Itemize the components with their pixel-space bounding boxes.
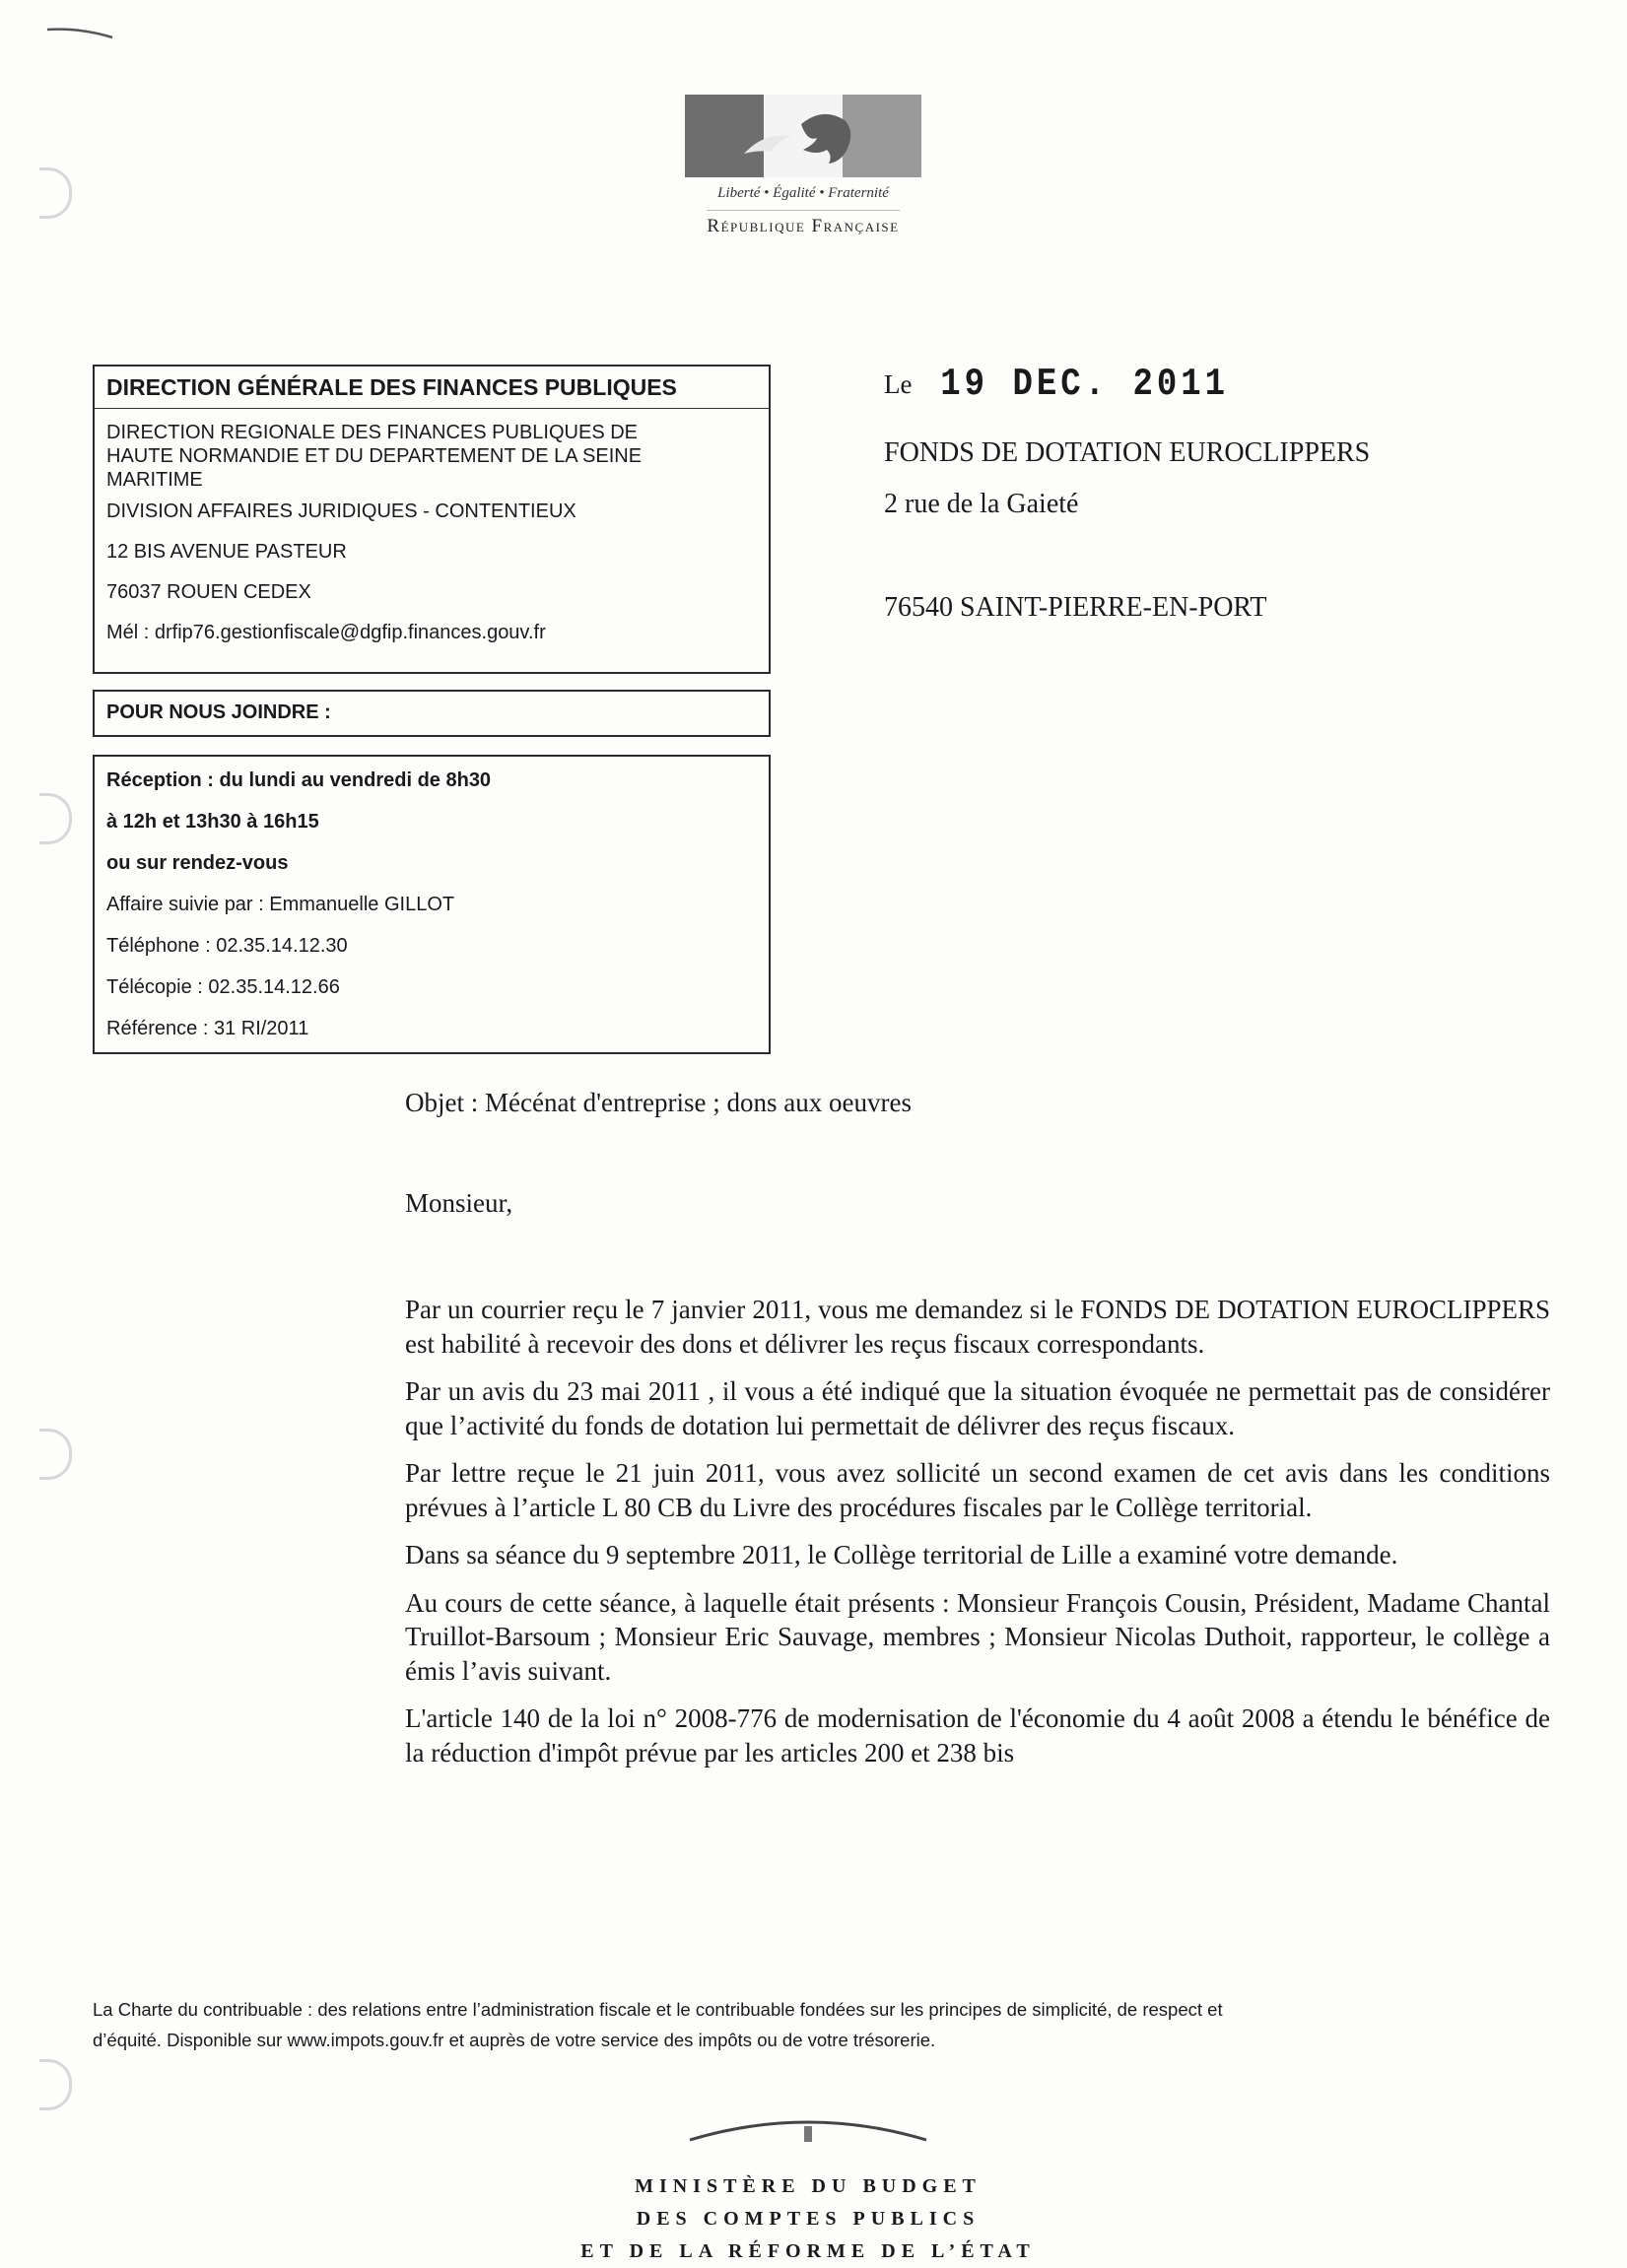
ministry-arc-emblem	[680, 2108, 936, 2148]
ministry-name-line-1: MINISTÈRE DU BUDGET	[635, 2175, 982, 2197]
date-stamp: 19 DEC. 2011	[940, 364, 1230, 407]
ministry-name-line-3: ET DE LA RÉFORME DE L’ÉTAT	[580, 2240, 1036, 2262]
letter-date	[884, 364, 1230, 407]
date-prefix: Le	[884, 369, 913, 399]
contact-heading-box	[93, 690, 771, 737]
reception-hours-line-1: Réception : du lundi au vendredi de 8h30	[106, 769, 492, 791]
sender-box-divider	[95, 408, 769, 409]
letter-subject: Objet : Mécénat d'entreprise ; dons aux oeuvres	[405, 1088, 912, 1117]
punch-hole-top	[39, 167, 72, 219]
charter-line-1: La Charte du contribuable : des relations entre l’administration fiscale et le contribuable fondées sur les principes de simplicité, de respect et	[93, 1999, 1223, 2020]
punch-hole-bottom	[39, 2059, 72, 2110]
letter-body	[405, 1293, 1550, 1783]
sender-region-line-3: MARITIME	[106, 469, 203, 491]
body-paragraph: Dans sa séance du 9 septembre 2011, le Collège territorial de Lille a examiné votre demande.	[405, 1540, 1398, 1569]
contact-details-box	[93, 755, 771, 1054]
taxpayer-charter-note	[93, 1994, 1571, 2055]
sender-region-line-1: DIRECTION REGIONALE DES FINANCES PUBLIQUES DE	[106, 422, 638, 443]
fax-number: Télécopie : 02.35.14.12.66	[106, 976, 340, 998]
ministry-name-line-2: DES COMPTES PUBLICS	[636, 2208, 981, 2230]
body-paragraph: L'article 140 de la loi n° 2008-776 de modernisation de l'économie du 4 août 2008 a étendu le bénéfice de la réduction d'impôt prévue par les articles 200 et 238 bis	[405, 1703, 1550, 1768]
marianne-flag	[685, 95, 921, 177]
reference-number: Référence : 31 RI/2011	[106, 1018, 309, 1039]
body-paragraph: Par un courrier reçu le 7 janvier 2011, vous me demandez si le FONDS DE DOTATION EUROCLIPPERS est habilité à recevoir des dons et délivrer les reçus fiscaux correspondants.	[405, 1295, 1550, 1359]
sender-division: DIVISION AFFAIRES JURIDIQUES - CONTENTIEUX	[106, 500, 576, 522]
republic-motto: Liberté • Égalité • Fraternité	[717, 185, 889, 201]
sender-address-box	[93, 365, 771, 674]
contact-heading: POUR NOUS JOINDRE :	[106, 701, 331, 723]
case-handler: Affaire suivie par : Emmanuelle GILLOT	[106, 894, 455, 915]
recipient-name: FONDS DE DOTATION EUROCLIPPERS	[884, 437, 1371, 468]
body-paragraph: Par un avis du 23 mai 2011 , il vous a été indiqué que la situation évoquée ne permettait pas de considérer que l’activité du fonds de dotation lui permettait de délivrer des reçus fiscaux.	[405, 1376, 1550, 1440]
marianne-logo	[680, 95, 926, 237]
reception-hours-line-2: à 12h et 13h30 à 16h15	[106, 811, 319, 833]
charter-line-2: d’équité. Disponible sur www.impots.gouv.fr et auprès de votre service des impôts ou de votre trésorerie.	[93, 2030, 936, 2050]
recipient-street: 2 rue de la Gaieté	[884, 489, 1079, 519]
sender-title: DIRECTION GÉNÉRALE DES FINANCES PUBLIQUES	[106, 374, 677, 400]
letter-salutation: Monsieur,	[405, 1188, 513, 1218]
phone-number: Téléphone : 02.35.14.12.30	[106, 935, 348, 957]
recipient-city: 76540 SAINT-PIERRE-EN-PORT	[884, 592, 1267, 623]
body-paragraph: Par lettre reçue le 21 juin 2011, vous avez sollicité un second examen de cet avis dans les conditions prévues à l’article L 80 CB du Livre des procédures fiscales par le Collège territorial.	[405, 1458, 1550, 1522]
punch-hole-lower	[39, 1429, 72, 1480]
reception-hours-line-3: ou sur rendez-vous	[106, 852, 289, 874]
punch-hole-middle	[39, 793, 72, 844]
sender-city: 76037 ROUEN CEDEX	[106, 581, 311, 603]
body-paragraph: Au cours de cette séance, à laquelle était présents : Monsieur François Cousin, Président, Madame Chantal Truillot-Barsoum ; Monsieur Eric Sauvage, membres ; Monsieur Nicolas Duthoit, rapporteur, le collège a émis l’avis suivant.	[405, 1587, 1550, 1686]
staple-mark	[45, 26, 114, 39]
sender-street: 12 BIS AVENUE PASTEUR	[106, 541, 347, 563]
republique-francaise-label: République Française	[707, 210, 899, 237]
ministry-signature-block	[552, 2108, 1064, 2268]
sender-email: Mél : drfip76.gestionfiscale@dgfip.finances.gouv.fr	[106, 622, 546, 643]
sender-region-line-2: HAUTE NORMANDIE ET DU DEPARTEMENT DE LA SEINE	[106, 445, 643, 467]
